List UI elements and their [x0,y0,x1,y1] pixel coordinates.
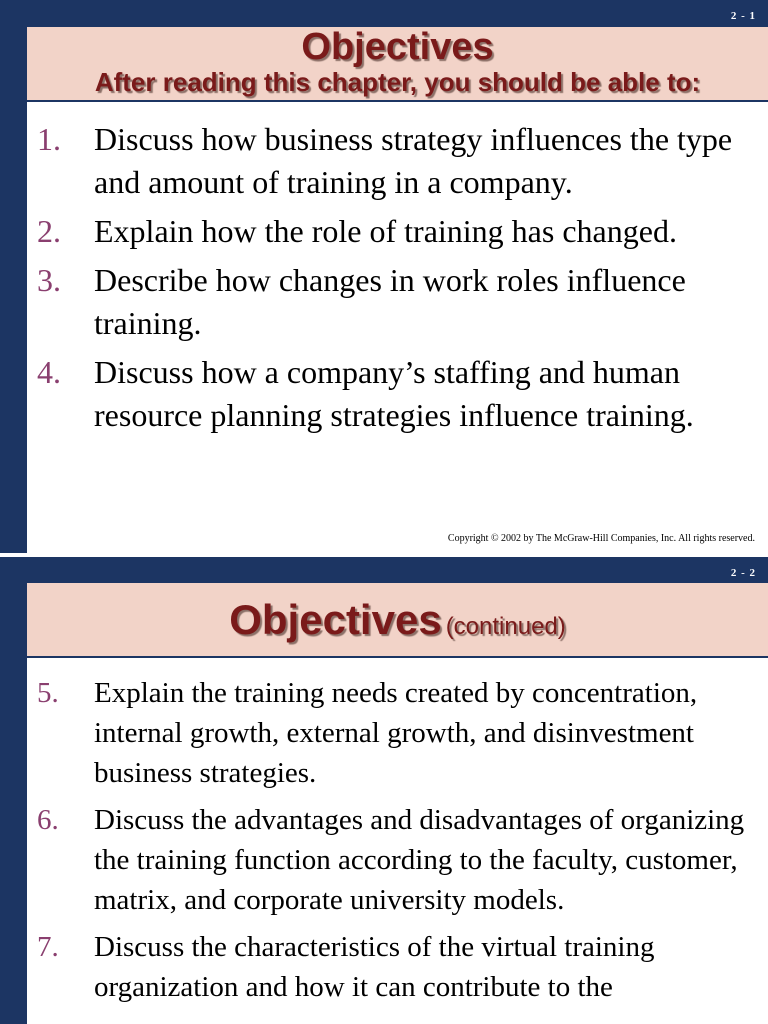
slide-number: 2 - 1 [730,10,756,22]
slide-title-suffix: (continued) [445,613,566,640]
objective-item [37,673,748,793]
objective-item [37,118,748,204]
slide-subtitle: After reading this chapter, you should be able to: [94,67,701,97]
objective-number: 2. [37,213,61,249]
objective-number: 6. [37,804,59,836]
slide-number: 2 - 2 [730,567,756,579]
objectives-list [37,673,748,1014]
objective-number: 3. [37,262,61,298]
title-box [27,27,768,102]
copyright-notice: Copyright © 2002 by The McGraw-Hill Companies, Inc. All rights reserved. [447,533,755,544]
title-line [27,597,768,643]
objective-text: Discuss how business strategy influences the type and amount of training in a company. [94,121,733,200]
slide-title: Objectives [229,596,442,643]
slide-frame-left [0,557,27,1024]
objective-item [37,210,748,253]
objective-text: Explain how the role of training has changed. [94,213,677,249]
objective-text: Discuss the characteristics of the virtual training organization and how it can contribute to the [94,931,655,1003]
slide-frame-top [0,557,768,584]
title-box [27,583,768,658]
slide-title: Objectives [301,26,494,68]
objective-number: 5. [37,677,59,709]
objective-text: Discuss the advantages and disadvantages of organizing the training function according to the faculty, customer, matrix, and corporate university models. [94,804,745,916]
slide-frame-top [0,0,768,27]
objective-number: 7. [37,931,59,963]
objective-text: Discuss how a company’s staffing and human resource planning strategies influence training. [94,354,694,433]
objective-text: Explain the training needs created by concentration, internal growth, external growth, and disinvestment business strategies. [94,677,698,789]
objectives-list [37,118,748,443]
slide-frame-left [0,0,27,553]
objective-text: Describe how changes in work roles influence training. [94,262,686,341]
objective-item [37,259,748,345]
objective-item [37,927,748,1007]
slide-2 [0,557,768,1024]
objective-item [37,351,748,437]
objective-item [37,800,748,920]
objective-number: 4. [37,354,61,390]
objective-number: 1. [37,121,61,157]
